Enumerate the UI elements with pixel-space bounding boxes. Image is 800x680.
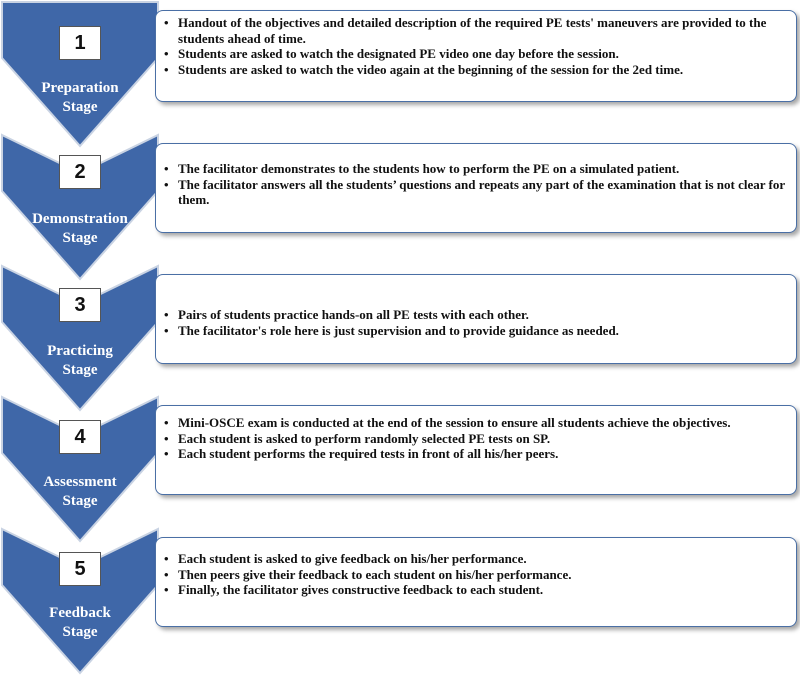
stage-4-number: 4 (59, 420, 101, 454)
stage-5-label-line2: Stage (62, 624, 98, 640)
stage-5 (0, 527, 800, 677)
stage-4-bullet-2: • Each student is asked to perform randomly selected PE tests on SP. (164, 431, 786, 447)
stage-4-label-line2: Stage (62, 493, 98, 509)
stage-4-bullet-3: • Each student performs the required tests in front of all his/her peers. (164, 446, 786, 462)
stage-5-number: 5 (59, 552, 101, 586)
stage-3-bullets (164, 307, 786, 338)
stage-4-label-line1: Assessment (43, 474, 117, 490)
stage-2-label (10, 210, 150, 248)
stage-1-label-line2: Stage (62, 99, 98, 115)
stage-1-bullets (164, 15, 786, 77)
stage-1-bullet-1: • Handout of the objectives and detailed description of the required PE tests' maneuvers are provided to the students ahead of time. (164, 15, 786, 46)
stage-3-description (155, 274, 797, 364)
stage-5-bullets (164, 551, 786, 598)
stage-1-label (10, 79, 150, 117)
stage-3-label-line1: Practicing (47, 343, 113, 359)
stage-3-label-line2: Stage (62, 362, 98, 378)
stage-5-bullet-2: • Then peers give their feedback to each student on his/her performance. (164, 567, 786, 583)
stage-5-bullet-1: • Each student is asked to give feedback on his/her performance. (164, 551, 786, 567)
stage-2-bullet-1: • The facilitator demonstrates to the students how to perform the PE on a simulated patient. (164, 161, 786, 177)
stage-3-bullet-2: • The facilitator's role here is just supervision and to provide guidance as needed. (164, 323, 786, 339)
stage-4-bullet-1: • Mini-OSCE exam is conducted at the end of the session to ensure all students achieve the objectives. (164, 415, 786, 431)
stage-5-bullet-3: • Finally, the facilitator gives constructive feedback to each student. (164, 582, 786, 598)
stage-5-description (155, 537, 797, 627)
stage-1-number: 1 (59, 26, 101, 60)
stage-4-chevron (0, 395, 160, 545)
stage-2-bullets (164, 161, 786, 208)
stage-2-description (155, 143, 797, 233)
stage-3-label (10, 342, 150, 380)
stage-1-bullet-2: • Students are asked to watch the designated PE video one day before the session. (164, 46, 786, 62)
stage-1-bullet-3: • Students are asked to watch the video again at the beginning of the session for the 2ed time. (164, 62, 786, 78)
stage-1 (0, 0, 800, 150)
stage-4 (0, 395, 800, 545)
stage-3 (0, 264, 800, 414)
stage-1-label-line1: Preparation (41, 80, 119, 96)
stage-1-chevron (0, 0, 160, 150)
stage-3-chevron (0, 264, 160, 414)
stage-2-number: 2 (59, 155, 101, 189)
stage-5-label-line1: Feedback (49, 605, 111, 621)
stage-4-bullets (164, 415, 786, 462)
stage-4-label (10, 473, 150, 511)
stage-2-label-line1: Demonstration (32, 211, 128, 227)
stage-2-label-line2: Stage (62, 230, 98, 246)
stage-5-chevron (0, 527, 160, 677)
stage-3-number: 3 (59, 288, 101, 322)
stage-2 (0, 133, 800, 283)
stage-3-bullet-1: • Pairs of students practice hands-on all PE tests with each other. (164, 307, 786, 323)
stage-5-label (10, 604, 150, 642)
stage-2-bullet-2: • The facilitator answers all the students’ questions and repeats any part of the examination that is not clear for them. (164, 177, 786, 208)
stage-4-description (155, 405, 797, 495)
stage-1-description (155, 10, 797, 102)
